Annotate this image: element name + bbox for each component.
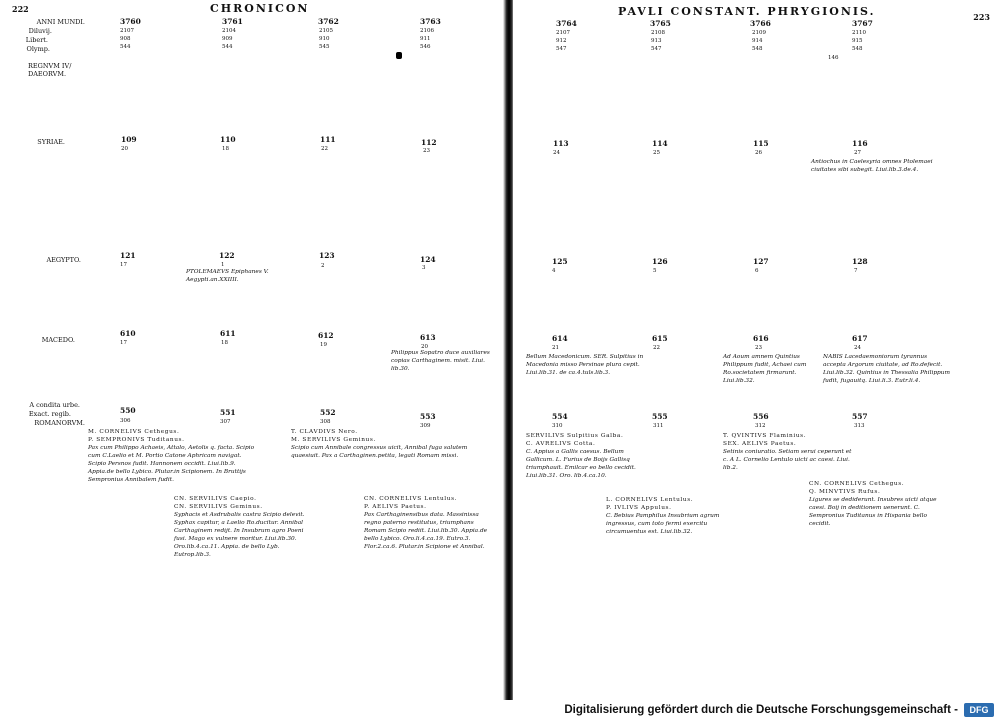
consul-block-3	[291, 428, 476, 460]
aegypt-sub: 2	[321, 263, 325, 269]
page-header: CHRONICON	[210, 2, 310, 15]
mundi-year: 3763	[420, 17, 441, 26]
olymp-year: 547	[556, 46, 567, 52]
mundi-year: 3765	[650, 19, 671, 28]
rom-year: 552	[320, 408, 336, 417]
mundi-year: 3766	[750, 19, 771, 28]
label-exact-regib: Exact. regib.	[28, 410, 71, 418]
left-page	[0, 0, 505, 700]
maced-sub: 22	[653, 345, 660, 351]
syria-year: 113	[553, 139, 569, 148]
diluvii-year: 2110	[852, 30, 866, 36]
consul-block-2	[174, 495, 310, 559]
syria-sub: 23	[423, 148, 430, 154]
libert-year: 912	[556, 38, 567, 44]
right-page	[513, 0, 1000, 700]
mundi-year: 3764	[556, 19, 577, 28]
olymp-year: 544	[222, 44, 233, 50]
syria-sub: 22	[321, 146, 328, 152]
note-nabis: NABIS Lacedaemoniorum tyrannus accepta Argorum ciuitate, ad Ro.defecit. Liui.lib.32. Quintius in Thessalia Philippum fudit, fugauitq. Liui.li.3. Eutr.li.4.	[823, 354, 950, 384]
diluvii-year: 2109	[752, 30, 766, 36]
label-olymp: Olymp.	[26, 45, 50, 53]
syria-sub: 18	[222, 146, 229, 152]
label-libert: Libert.	[25, 36, 48, 44]
event-text: Syphacis et Asdrubalis castra Scipio delevit. Syphax capitur, a Laelio Ro.ducitur. Annibal Carthaginem redijt. In Insubrum agro Poeni fusi. Mago ex vulnere moritur. Liui.lib.30. Oro.lib.4.ca.11. Appia. de bello Lyb. Eutrop.lib.3.	[174, 512, 305, 558]
label-syriae: SYRIAE.	[37, 138, 65, 146]
olymp-year: 548	[752, 46, 763, 52]
rom-sub: 309	[420, 423, 431, 429]
maced-sub: 24	[854, 345, 861, 351]
syria-year: 109	[121, 135, 137, 144]
maced-year: 610	[120, 329, 136, 338]
aegypt-sub: 6	[755, 268, 759, 274]
consul-name: SERVILIVS Sulpitius Galba.	[526, 433, 624, 439]
note-quintius: Ad Aoum amnem Quintius Philippum fudit, Achaei cum Ro.societatem firmarunt. Liui.lib.32.	[723, 354, 807, 384]
rom-year: 557	[852, 412, 868, 421]
rom-sub: 308	[320, 419, 331, 425]
consul-name: P. SEMPRONIVS Tuditanus.	[88, 437, 185, 443]
maced-sub: 23	[755, 345, 762, 351]
rom-sub: 310	[552, 423, 563, 429]
maced-sub: 17	[120, 340, 127, 346]
libert-year: 913	[651, 38, 662, 44]
event-text: Pax cum Philippo Achaeis, Attalo, Aetolis q. facta. Scipio cum C.Laelio et M. Portio Catone Aphricam navigat. Scipio Persnos fudit. Hannonem occidit. Liui.lib.9. Appia.de bello Lybico. Plutar.in Scipionem. In Bruttijs Sempronius Annibalem fudit.	[88, 445, 255, 483]
consul-block-d	[809, 480, 939, 528]
aegypt-sub: 4	[552, 268, 556, 274]
mundi-year: 3761	[222, 17, 243, 26]
consul-name: C. AVRELIVS Cotta.	[526, 441, 596, 447]
syria-year: 110	[220, 135, 236, 144]
consul-name: L. CORNELIVS Lentulus.	[606, 497, 694, 503]
maced-year: 616	[753, 334, 769, 343]
syria-year: 112	[421, 138, 437, 147]
libert-year: 910	[319, 36, 330, 42]
syria-sub: 24	[553, 150, 560, 156]
note-bellum-macedonicum: Bellum Macedonicum. SER. Sulpitius in Macedonia misso Persinae plura cepit. Liui.lib.31. de ca.4.tuls.lib.3.	[526, 354, 644, 376]
consul-name: M. CORNELIVS Cethegus.	[88, 429, 180, 435]
aegypt-year: 126	[652, 257, 668, 266]
syria-year: 116	[852, 139, 868, 148]
label-condita-urbe: A condita urbe.	[29, 401, 80, 409]
event-text: Pax Carthaginensibus data. Massinissa regno paterno restitutus, triumphans Romam Scipio rediit. Liui.lib.30. Appia.de bello Lybico. Oro.li.4.ca.19. Eutro.3. Flor.2.ca.6. Plutar.in Scipione et Annibal.	[364, 512, 488, 550]
consul-name: CN. CORNELIVS Lentulus.	[364, 496, 458, 502]
aegypt-sub: 17	[120, 262, 127, 268]
maced-sub: 21	[552, 345, 559, 351]
label-macedo: MACEDO.	[41, 336, 75, 344]
syria-sub: 27	[854, 150, 861, 156]
consul-block-a	[526, 432, 646, 480]
aegypt-sub: 1	[221, 262, 225, 268]
aegypt-year: 121	[120, 251, 136, 260]
event-text: C. Appius a Gallis caesus. Bellum Gallicum. L. Furius de Boijs Gallisq triumphauit. Emilcar eo bello cecidit. Liui.lib.31. Oro. lib.4.ca.10.	[526, 449, 636, 479]
label-regnum: REGNVM IV/ DAEORVM.	[28, 62, 72, 78]
event-text: Setinis coniuratio. Setiam serui ceperunt et c. A L. Cornelio Lentulo uicti ac caesi. Liui. lib.2.	[723, 449, 852, 471]
aegypt-sub: 5	[653, 268, 657, 274]
syria-sub: 26	[755, 150, 762, 156]
rom-sub: 311	[653, 423, 664, 429]
maced-sub: 19	[320, 342, 327, 348]
aegypt-year: 122	[219, 251, 235, 260]
consul-name: P. AELIVS Paetus.	[364, 504, 427, 510]
ink-blot	[396, 52, 402, 59]
consul-name: SEX. AELIVS Paetus.	[723, 441, 797, 447]
aegypt-year: 127	[753, 257, 769, 266]
aegypt-sub: 3	[422, 265, 426, 271]
syria-sub: 20	[121, 146, 128, 152]
libert-year: 915	[852, 38, 863, 44]
mundi-year: 3762	[318, 17, 339, 26]
rom-sub: 313	[854, 423, 865, 429]
consul-name: M. SERVILIVS Geminus.	[291, 437, 376, 443]
dfg-logo: DFG	[964, 703, 994, 717]
maced-year: 613	[420, 333, 436, 342]
label-diluvii: Diluvij.	[28, 27, 52, 35]
rom-sub: 306	[120, 418, 131, 424]
libert-year: 914	[752, 38, 763, 44]
event-text: C. Bebius Pamphilus Insubrium agrum ingressus, cum toto fermi exercitu circumuentus est. Liui.lib.32.	[606, 513, 720, 535]
libert-year: 908	[120, 36, 131, 42]
aegypt-year: 123	[319, 251, 335, 260]
note-antiochus: Antiochus in Caelesyria omnes Ptolemaei ciuitates sibi subegit. Liui.lib.3.de.4.	[811, 159, 933, 173]
maced-year: 615	[652, 334, 668, 343]
rom-year: 551	[220, 408, 236, 417]
maced-sub: 20	[421, 344, 428, 350]
diluvii-year: 2107	[556, 30, 570, 36]
consul-name: T. QVINTIVS Flaminius.	[723, 433, 807, 439]
rom-year: 556	[753, 412, 769, 421]
event-text: Ligures se dediderunt. Insubres uicti atque caesi. Boij in deditionem uenerunt. C. Sempronius Tuditanus in Hispania bello cecidit.	[809, 497, 937, 527]
note-ptolemaeus: PTOLEMAEVS Epiphanes V. Aegypti.an.XXIIII.	[186, 269, 269, 283]
libert-year: 911	[420, 36, 431, 42]
olymp-year: 548	[852, 46, 863, 52]
aegypt-year: 124	[420, 255, 436, 264]
consul-block-c	[606, 496, 736, 536]
olymp-extra: 146	[828, 55, 839, 61]
footer-credit: Digitalisierung gefördert durch die Deutsche Forschungsgemeinschaft -	[564, 704, 958, 716]
consul-block-b	[723, 432, 853, 472]
rom-year: 553	[420, 412, 436, 421]
rom-year: 555	[652, 412, 668, 421]
page-number: 222	[12, 4, 29, 14]
consul-name: Q. MINVTIVS Rufus.	[809, 489, 881, 495]
aegypt-year: 128	[852, 257, 868, 266]
consul-name: P. IVLIVS Appulus.	[606, 505, 672, 511]
rom-sub: 312	[755, 423, 766, 429]
mundi-year: 3760	[120, 17, 141, 26]
syria-sub: 25	[653, 150, 660, 156]
aegypt-sub: 7	[854, 268, 858, 274]
consul-block-1	[88, 428, 258, 484]
label-romanorum: ROMANORVM.	[34, 419, 85, 427]
syria-year: 115	[753, 139, 769, 148]
diluvii-year: 2106	[420, 28, 434, 34]
olymp-year: 546	[420, 44, 431, 50]
maced-year: 614	[552, 334, 568, 343]
diluvii-year: 2107	[120, 28, 134, 34]
note-philippus: Philippus Sopatro duce auxiliares copias Carthaginem. misit. Liui. lib.30.	[391, 350, 490, 372]
rom-sub: 307	[220, 419, 231, 425]
consul-name: CN. SERVILIVS Caepio.	[174, 496, 257, 502]
syria-year: 114	[652, 139, 668, 148]
page-number: 223	[973, 12, 990, 22]
maced-year: 617	[852, 334, 868, 343]
page-header: PAVLI CONSTANT. PHRYGIONIS.	[618, 5, 876, 18]
consul-block-4	[364, 495, 494, 551]
diluvii-year: 2104	[222, 28, 236, 34]
olymp-year: 545	[319, 44, 330, 50]
maced-year: 612	[318, 331, 334, 340]
consul-name: T. CLAVDIVS Nero.	[291, 429, 358, 435]
libert-year: 909	[222, 36, 233, 42]
olymp-year: 547	[651, 46, 662, 52]
maced-sub: 18	[221, 340, 228, 346]
maced-year: 611	[220, 329, 236, 338]
aegypt-year: 125	[552, 257, 568, 266]
olymp-year: 544	[120, 44, 131, 50]
syria-year: 111	[320, 135, 336, 144]
diluvii-year: 2108	[651, 30, 665, 36]
consul-name: CN. CORNELIVS Cethegus.	[809, 481, 905, 487]
rom-year: 550	[120, 406, 136, 415]
event-text: Scipio cum Annibale congressus uicit, Annibal fuga salutem quaesiuit. Pax a Carthaginen.petita, legati Romam missi.	[291, 445, 468, 459]
rom-year: 554	[552, 412, 568, 421]
label-aegypti: AEGYPTO.	[46, 256, 81, 264]
footer-bar	[0, 700, 1000, 721]
mundi-year: 3767	[852, 19, 873, 28]
label-anni-mundi: ANNI MUNDI.	[36, 18, 85, 26]
diluvii-year: 2105	[319, 28, 333, 34]
consul-name: CN. SERVILIVS Geminus.	[174, 504, 263, 510]
